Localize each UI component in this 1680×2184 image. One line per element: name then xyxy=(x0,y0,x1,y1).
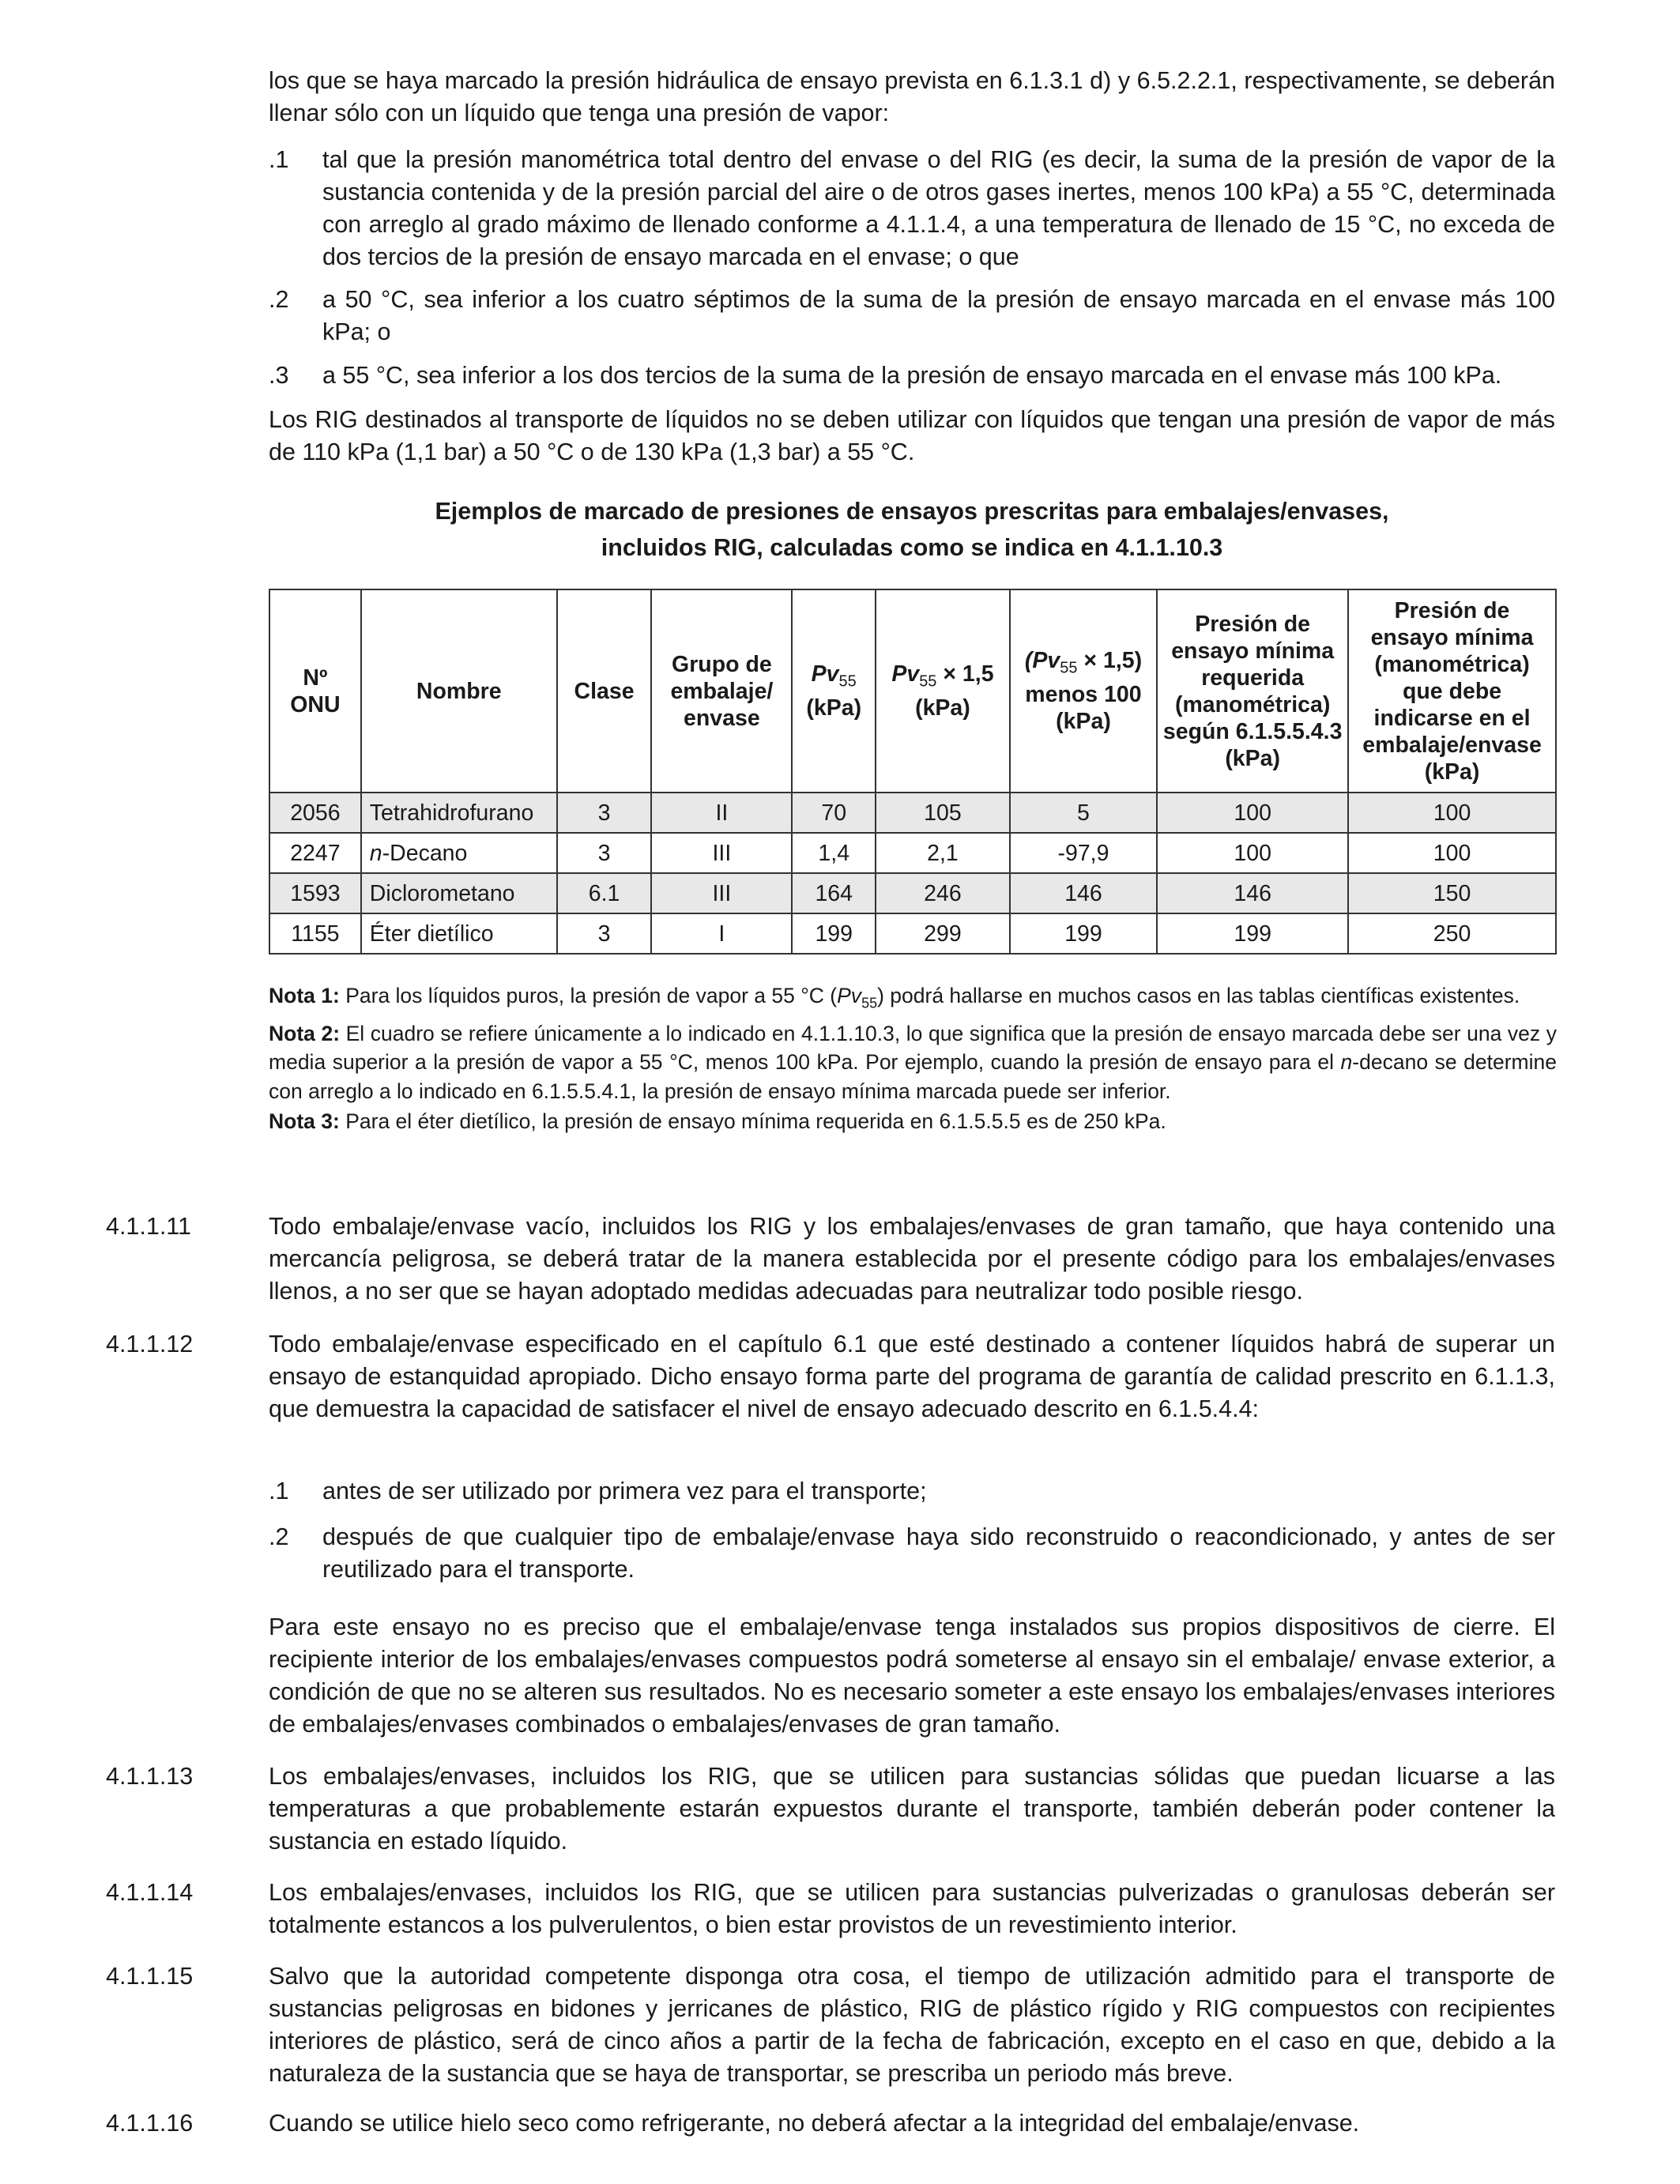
section-number-4-1-1-13: 4.1.1.13 xyxy=(106,1763,194,1790)
cell-required: 199 xyxy=(1157,913,1348,954)
section-number-4-1-1-11: 4.1.1.11 xyxy=(106,1213,191,1240)
intro-item-2 xyxy=(269,284,1555,348)
cell-minus: 199 xyxy=(1010,913,1158,954)
section-number-4-1-1-16: 4.1.1.16 xyxy=(106,2110,194,2137)
section-text-4-1-1-14: Los embalajes/envases, incluidos los RIG, que se utilicen para sustancias pulverizadas o granulosas deberán ser totalmente estancos a los pulverulentos, o bien estar provistos de un revestimiento interior. xyxy=(269,1879,1555,1938)
section-12-closing-paragraph: Para este ensayo no es preciso que el embalaje/envase tenga instalados sus propios dispositivos de cierre. El recipiente interior de los embalajes/envases compuestos podrá someterse al ensayo sin el embalaje/ envase exterior, a condición de que no se alteren sus resultados. No es necesario someter a este ensayo los embalajes/envases interiores de embalajes/envases combinados o embalajes/envases de gran tamaño. xyxy=(269,1614,1555,1738)
item-number: .2 xyxy=(269,286,289,313)
note-3: Nota 3: Para el éter dietílico, la presión de ensayo mínima requerida en 6.1.5.5.5 es de 250 kPa. xyxy=(269,1109,1166,1134)
item-text: antes de ser utilizado por primera vez para el transporte; xyxy=(322,1478,927,1504)
cell-pv55: 199 xyxy=(792,913,876,954)
item-text: después de que cualquier tipo de embalaje/envase haya sido reconstruido o reacondicionado, y antes de ser reutilizado para el transporte. xyxy=(322,1523,1555,1583)
header-group: Grupo de embalaje/ envase xyxy=(651,589,792,793)
cell-un: 2056 xyxy=(269,793,361,833)
cell-required: 100 xyxy=(1157,833,1348,873)
caption-line-2: incluidos RIG, calculadas como se indica en 4.1.1.10.3 xyxy=(601,534,1223,561)
intro-item-1 xyxy=(269,144,1555,273)
cell-group: III xyxy=(651,833,792,873)
header-pv55-x15: $Pv_{55} \times 1,5$ (kPa) xyxy=(876,589,1010,793)
cell-class: 6.1 xyxy=(557,873,652,913)
table-notes xyxy=(269,981,1557,1138)
section-text-4-1-1-12: Todo embalaje/envase especificado en el capítulo 6.1 que esté destinado a contener líquidos habrá de superar un ensayo de estanquidad apropiado. Dicho ensayo forma parte del programa de garantía de calidad prescrito en 6.1.1.3, que demuestra la capacidad de satisfacer el nivel de ensayo adecuado descrito en 6.1.5.4.4: xyxy=(269,1331,1555,1422)
cell-un: 2247 xyxy=(269,833,361,873)
section-text-4-1-1-15: Salvo que la autoridad competente disponga otra cosa, el tiempo de utilización admitido para el transporte de sustancias peligrosas en bidones y jerricanes de plástico, RIG de plástico rígido y RIG compuestos con recipientes interiores de plástico, será de cinco años a partir de la fecha de fabricación, excepto en el caso en que, debido a la naturaleza de la sustancia que se haya de transportar, se prescriba un periodo más breve. xyxy=(269,1963,1555,2087)
header-name: Nombre xyxy=(361,589,557,793)
cell-name: Éter dietílico xyxy=(361,913,557,954)
item-text: a 50 °C, sea inferior a los cuatro séptimos de la suma de la presión de ensayo marcada en el envase más 100 kPa; o xyxy=(322,286,1555,345)
item-text: tal que la presión manométrica total dentro del envase o del RIG (es decir, la suma de la presión de vapor de la sustancia contenida y de la presión parcial del aire o de otros gases inertes, menos 100 kPa) a 55 °C, determinada con arreglo al grado máximo de llenado conforme a 4.1.1.4, a una temperatura de llenado de 15 °C, no exceda de dos tercios de la presión de ensayo marcada en el envase; o que xyxy=(322,146,1555,270)
note-1: Nota 1: Para los líquidos puros, la presión de vapor a 55 °C $(Pv_{55})$ podrá hallarse en muchos casos en las tablas científicas existentes. xyxy=(269,984,1520,1011)
cell-minus: 146 xyxy=(1010,873,1158,913)
cell-group: III xyxy=(651,873,792,913)
cell-class: 3 xyxy=(557,833,652,873)
intro-item-3 xyxy=(269,360,1555,392)
table-row xyxy=(269,873,1556,913)
cell-pv15: 2,1 xyxy=(876,833,1010,873)
section-text-4-1-1-16: Cuando se utilice hielo seco como refrigerante, no deberá afectar a la integridad del embalaje/envase. xyxy=(269,2110,1360,2137)
cell-name: Tetrahidrofurano xyxy=(361,793,557,833)
item-number: .1 xyxy=(269,146,289,173)
header-un: Nº ONU xyxy=(269,589,361,793)
cell-pv55: 1,4 xyxy=(792,833,876,873)
section-12-item-2 xyxy=(269,1521,1555,1586)
cell-pv15: 299 xyxy=(876,913,1010,954)
caption-line-1: Ejemplos de marcado de presiones de ensayos prescritas para embalajes/envases, xyxy=(435,498,1389,525)
cell-pv15: 105 xyxy=(876,793,1010,833)
cell-class: 3 xyxy=(557,793,652,833)
cell-pv55: 70 xyxy=(792,793,876,833)
note-2: Nota 2: El cuadro se refiere únicamente a lo indicado en 4.1.1.10.3, lo que significa que la presión de ensayo marcada debe ser una vez y media superior a la presión de vapor a 55 °C, menos 100 kPa. Por ejemplo, cuando la presión de ensayo para el n-decano se determine con arreglo a lo indicado en 6.1.5.5.4.1, la presión de ensayo mínima marcada puede ser inferior. xyxy=(269,1021,1557,1103)
section-number-4-1-1-12: 4.1.1.12 xyxy=(106,1331,194,1357)
table-header-row xyxy=(269,589,1556,793)
section-12-item-1 xyxy=(269,1475,1555,1508)
rig-paragraph: Los RIG destinados al transporte de líquidos no se deben utilizar con líquidos que tengan una presión de vapor de más de 110 kPa (1,1 bar) a 50 °C o de 130 kPa (1,3 bar) a 55 °C. xyxy=(269,406,1555,465)
item-number: .3 xyxy=(269,362,289,389)
section-number-4-1-1-15: 4.1.1.15 xyxy=(106,1963,194,1990)
header-marked: Presión de ensayo mínima (manométrica) que debe indicarse en el embalaje/envase (kPa) xyxy=(1348,589,1556,793)
cell-un: 1593 xyxy=(269,873,361,913)
cell-marked: 250 xyxy=(1348,913,1556,954)
table-row xyxy=(269,793,1556,833)
cell-marked: 150 xyxy=(1348,873,1556,913)
section-text-4-1-1-13: Los embalajes/envases, incluidos los RIG, que se utilicen para sustancias sólidas que puedan licuarse a las temperaturas a que probablemente estarán expuestos durante el transporte, también deberán poder contener la sustancia en estado líquido. xyxy=(269,1763,1555,1855)
cell-marked: 100 xyxy=(1348,833,1556,873)
cell-minus: 5 xyxy=(1010,793,1158,833)
cell-pv55: 164 xyxy=(792,873,876,913)
intro-paragraph: los que se haya marcado la presión hidráulica de ensayo prevista en 6.1.3.1 d) y 6.5.2.2.1, respectivamente, se deberán llenar sólo con un líquido que tenga una presión de vapor: xyxy=(269,67,1555,126)
cell-name: n-Decano xyxy=(361,833,557,873)
cell-minus: -97,9 xyxy=(1010,833,1158,873)
table-row xyxy=(269,833,1556,873)
cell-group: II xyxy=(651,793,792,833)
item-number: .1 xyxy=(269,1478,289,1504)
section-number-4-1-1-14: 4.1.1.14 xyxy=(106,1879,194,1906)
cell-required: 146 xyxy=(1157,873,1348,913)
cell-un: 1155 xyxy=(269,913,361,954)
item-text: a 55 °C, sea inferior a los dos tercios de la suma de la presión de ensayo marcada en el envase más 100 kPa. xyxy=(322,362,1502,389)
cell-marked: 100 xyxy=(1348,793,1556,833)
cell-required: 100 xyxy=(1157,793,1348,833)
section-text-4-1-1-11: Todo embalaje/envase vacío, incluidos los RIG y los embalajes/envases de gran tamaño, que haya contenido una mercancía peligrosa, se deberá tratar de la manera establecida por el presente código para los embalajes/envases llenos, a no ser que se hayan adoptado medidas adecuadas para neutralizar todo posible riesgo. xyxy=(269,1213,1555,1305)
item-number: .2 xyxy=(269,1523,289,1550)
cell-class: 3 xyxy=(557,913,652,954)
pressure-table xyxy=(269,589,1557,955)
cell-name: Diclorometano xyxy=(361,873,557,913)
cell-pv15: 246 xyxy=(876,873,1010,913)
table-row xyxy=(269,913,1556,954)
header-required: Presión de ensayo mínima requerida (manométrica) según 6.1.5.5.4.3 (kPa) xyxy=(1157,589,1348,793)
header-pv55: $Pv_{55}$ (kPa) xyxy=(792,589,876,793)
cell-group: I xyxy=(651,913,792,954)
header-pv55-minus-100: $(Pv_{55} \times 1,5)$ menos 100 (kPa) xyxy=(1010,589,1158,793)
table-caption xyxy=(269,493,1555,566)
header-class: Clase xyxy=(557,589,652,793)
